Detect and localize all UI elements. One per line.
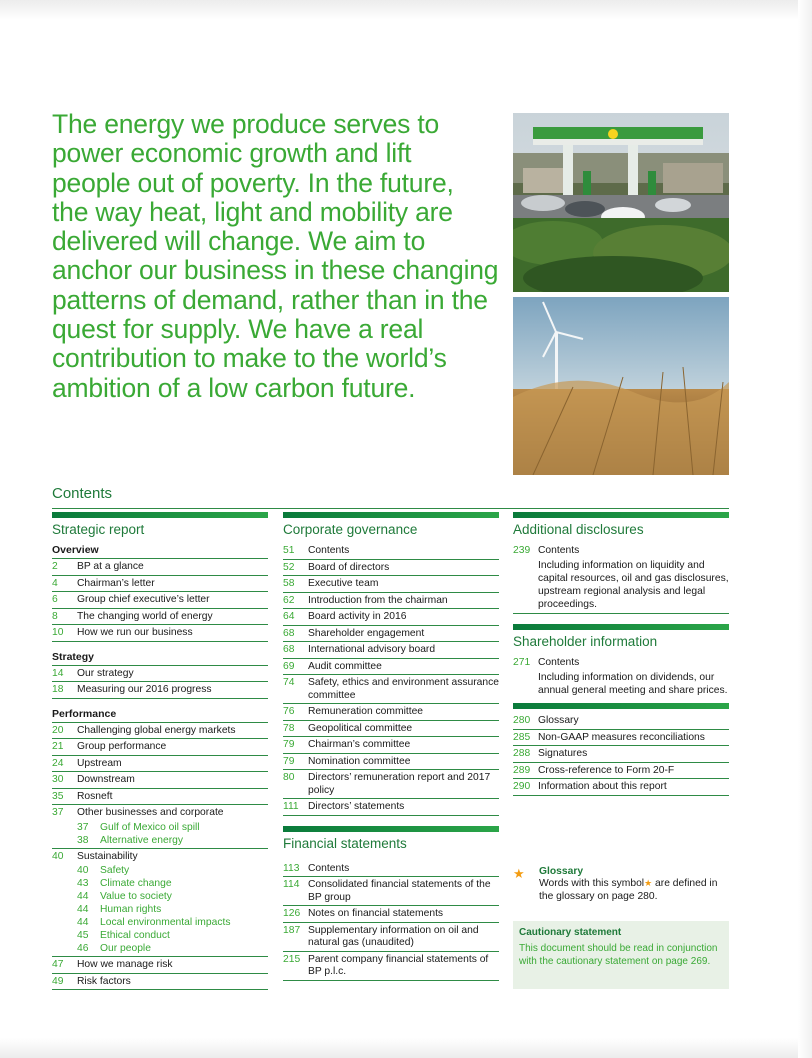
toc-row[interactable] — [283, 721, 499, 738]
toc-entry: The changing world of energy — [77, 610, 213, 622]
service-station-photo — [513, 113, 729, 292]
toc-row[interactable] — [52, 849, 268, 865]
toc-entry: BP at a glance — [77, 561, 144, 572]
toc-row[interactable] — [52, 789, 268, 806]
toc-row[interactable] — [52, 756, 268, 773]
section-description: Including information on liquidity and capital resources, oil and gas disclosures, upstream regional analysis and legal proceedings. — [513, 559, 729, 615]
page-number: 47 — [52, 959, 64, 970]
toc-entry: Directors’ remuneration report and 2017 policy — [308, 772, 491, 796]
toc-subitem[interactable] — [52, 834, 268, 849]
toc-entry: How we manage risk — [77, 959, 173, 970]
toc-row[interactable] — [52, 666, 268, 683]
toc-row[interactable] — [513, 543, 729, 559]
glossary-note — [513, 866, 729, 903]
page-number: 187 — [283, 924, 301, 936]
intro-line: ambition of a low carbon future. — [52, 372, 416, 403]
page-number: 80 — [283, 772, 295, 783]
intro-line: anchor our business in these changing — [52, 255, 499, 286]
cautionary-statement-box — [513, 921, 729, 989]
toc-entry: Our strategy — [77, 667, 134, 679]
toc-subentry: Human rights — [100, 904, 162, 915]
toc-row[interactable] — [283, 737, 499, 754]
star-icon: ★ — [513, 866, 525, 881]
page-number: 215 — [283, 953, 301, 965]
additional-disclosures-heading: Additional disclosures — [513, 522, 644, 537]
intro-line: The energy we produce serves to — [52, 109, 440, 139]
governance-column — [283, 512, 499, 981]
toc-entry: Remuneration committee — [308, 706, 424, 717]
toc-entry: Parent company financial statements of BP p.l.c. — [308, 953, 489, 977]
toc-entry: Executive team — [308, 578, 379, 589]
page-number: 79 — [283, 755, 295, 767]
toc-entry: Rosneft — [77, 790, 113, 802]
toc-entry: Contents — [538, 545, 580, 556]
page-number: 68 — [283, 644, 295, 655]
intro-line: patterns of demand, rather than in the — [52, 284, 488, 315]
toc-entry: Directors’ statements — [308, 801, 405, 812]
bottom-shade — [0, 1038, 812, 1058]
toc-subitem[interactable] — [52, 877, 268, 890]
toc-row[interactable] — [52, 576, 268, 593]
page-number: 289 — [513, 764, 531, 776]
toc-entry: Introduction from the chairman — [308, 594, 448, 606]
right-shade — [798, 0, 812, 1058]
page-number: 74 — [283, 677, 295, 688]
toc-entry: Challenging global energy markets — [77, 724, 236, 736]
toc-row[interactable] — [52, 957, 268, 974]
page-number: 37 — [77, 821, 89, 833]
toc-entry: Safety, ethics and environment assurance committee — [308, 677, 499, 701]
page-number: 58 — [283, 578, 295, 589]
toc-entry: Shareholder engagement — [308, 627, 425, 639]
page-number: 271 — [513, 657, 531, 669]
toc-row[interactable] — [283, 799, 499, 816]
toc-row[interactable] — [513, 746, 729, 763]
intro-line: power economic growth and lift — [52, 138, 412, 169]
page-number: 113 — [283, 862, 300, 874]
toc-row[interactable] — [283, 906, 499, 923]
toc-row[interactable] — [283, 704, 499, 721]
wind-turbine-photo — [513, 297, 729, 475]
intro-line: quest for supply. We have a real — [52, 314, 424, 345]
toc-entry: Measuring our 2016 progress — [77, 684, 212, 695]
toc-row[interactable] — [52, 682, 268, 699]
toc-row[interactable] — [52, 592, 268, 609]
glossary-text-start: Words with this symbol — [539, 878, 645, 889]
toc-entry: Board activity in 2016 — [308, 611, 407, 622]
page-number: 114 — [283, 879, 300, 890]
toc-subitem[interactable] — [52, 890, 268, 903]
additional-column — [513, 512, 729, 796]
page-number: 280 — [513, 715, 531, 727]
toc-entry: Sustainability — [77, 850, 138, 862]
toc-subentry: Our people — [100, 943, 151, 954]
glossary-text — [513, 877, 729, 903]
intro-line: the way heat, light and mobility are — [52, 196, 453, 227]
toc-row[interactable] — [513, 713, 729, 730]
toc-subentry: Gulf of Mexico oil spill — [100, 821, 200, 833]
toc-entry: Upstream — [77, 757, 122, 769]
page-number: 239 — [513, 545, 531, 556]
toc-entry: Contents — [308, 545, 350, 556]
strategic-report-column — [52, 512, 268, 990]
page-number: 79 — [283, 739, 295, 750]
toc-entry: Notes on financial statements — [308, 908, 444, 919]
toc-entry: International advisory board — [308, 644, 436, 655]
page-number: 14 — [52, 667, 64, 679]
toc-row[interactable] — [52, 625, 268, 642]
toc-row[interactable] — [52, 739, 268, 756]
glossary-text-end: are defined in the glossary on page 280. — [539, 878, 718, 902]
toc-subitem[interactable] — [52, 903, 268, 916]
toc-subitem[interactable] — [52, 821, 268, 834]
page-number: 20 — [52, 724, 64, 736]
page-number: 52 — [283, 561, 295, 573]
toc-subentry: Value to society — [100, 891, 172, 902]
page-number: 49 — [52, 975, 64, 987]
page-number: 40 — [77, 865, 89, 876]
page-number: 76 — [283, 706, 295, 717]
overview-heading: Overview — [52, 543, 268, 559]
toc-row[interactable] — [283, 675, 499, 704]
toc-entry: Glossary — [538, 715, 579, 727]
page-number: 78 — [283, 722, 295, 734]
page-number: 18 — [52, 684, 64, 695]
toc-subentry: Safety — [100, 865, 130, 876]
toc-entry: Audit committee — [308, 660, 382, 672]
page-number: 64 — [283, 611, 295, 622]
toc-entry: Other businesses and corporate — [77, 807, 224, 818]
section-bar — [283, 826, 499, 832]
toc-row[interactable] — [513, 655, 729, 671]
toc-row[interactable] — [513, 779, 729, 796]
page-number: 8 — [52, 610, 58, 622]
toc-row[interactable] — [52, 805, 268, 821]
section-bar — [513, 624, 729, 630]
financial-statements-heading: Financial statements — [283, 835, 407, 851]
intro-statement — [52, 110, 504, 403]
toc-subitem[interactable] — [52, 916, 268, 929]
page-number: 21 — [52, 741, 64, 752]
toc-row[interactable] — [52, 772, 268, 789]
section-bar — [283, 512, 499, 518]
corporate-governance-heading: Corporate governance — [283, 522, 418, 537]
page-number: 69 — [283, 660, 295, 672]
toc-entry: Cross-reference to Form 20-F — [538, 764, 675, 776]
section-bar — [52, 512, 268, 518]
page-number: 38 — [77, 834, 89, 846]
toc-entry: Contents — [538, 657, 580, 669]
toc-row[interactable] — [52, 723, 268, 740]
toc-entry: Consolidated financial statements of the BP group — [308, 879, 491, 903]
page-number: 68 — [283, 627, 295, 639]
toc-row[interactable] — [283, 861, 499, 878]
toc-row[interactable] — [52, 559, 268, 576]
page-number: 111 — [283, 801, 299, 812]
toc-subitem[interactable] — [52, 942, 268, 957]
section-description: Including information on dividends, our annual general meeting and share prices. — [538, 671, 728, 697]
page-number: 37 — [52, 807, 64, 818]
toc-row[interactable] — [283, 770, 499, 799]
page-number: 126 — [283, 908, 301, 919]
toc-row[interactable] — [52, 974, 268, 991]
toc-entry: Information about this report — [538, 781, 667, 793]
toc-entry: Signatures — [538, 748, 588, 760]
toc-row[interactable] — [513, 730, 729, 747]
page-number: 10 — [52, 627, 64, 638]
toc-subentry: Ethical conduct — [100, 930, 170, 941]
page-number: 46 — [77, 943, 89, 954]
toc-entry: Supplementary information on oil and natural gas (unaudited) — [308, 924, 479, 948]
cautionary-text: This document should be read in conjunction with the cautionary statement on page 269. — [519, 943, 718, 967]
page-number: 62 — [283, 594, 295, 606]
toc-subentry: Local environmental impacts — [100, 917, 231, 928]
page-number: 30 — [52, 774, 64, 785]
page-number: 4 — [52, 577, 58, 589]
page-number: 44 — [77, 904, 89, 915]
intro-line: delivered will change. We aim to — [52, 226, 426, 257]
toc-entry: Nomination committee — [308, 755, 411, 767]
toc-entry: Board of directors — [308, 561, 390, 573]
toc-row[interactable] — [283, 543, 499, 560]
shareholder-information-heading: Shareholder information — [513, 634, 658, 650]
toc-subentry: Alternative energy — [100, 834, 183, 846]
toc-row[interactable] — [283, 560, 499, 577]
performance-heading: Performance — [52, 707, 268, 723]
toc-row[interactable] — [52, 609, 268, 626]
page-number: 6 — [52, 594, 58, 605]
page-number: 51 — [283, 545, 295, 556]
section-bar — [513, 512, 729, 518]
glossary-title: Glossary — [539, 866, 584, 877]
toc-entry: Risk factors — [77, 975, 131, 987]
page-number: 24 — [52, 757, 64, 769]
page-number: 40 — [52, 850, 64, 862]
toc-row[interactable] — [283, 923, 499, 952]
toc-subentry: Climate change — [100, 878, 172, 889]
toc-entry: Group performance — [77, 741, 167, 752]
toc-row[interactable] — [283, 576, 499, 593]
toc-entry: Group chief executive’s letter — [77, 594, 210, 605]
toc-entry: Geopolitical committee — [308, 722, 413, 734]
toc-entry: Chairman’s committee — [308, 739, 411, 750]
page-number: 45 — [77, 930, 89, 941]
toc-row[interactable] — [513, 763, 729, 780]
page-number: 44 — [77, 917, 89, 928]
toc-row[interactable] — [283, 877, 499, 906]
cautionary-title: Cautionary statement — [519, 927, 622, 938]
page-number: 290 — [513, 781, 531, 793]
page-number: 35 — [52, 790, 64, 802]
toc-entry: Non-GAAP measures reconciliations — [538, 731, 705, 743]
toc-row[interactable] — [283, 609, 499, 626]
top-shade — [0, 0, 812, 20]
page-number: 43 — [77, 878, 89, 889]
intro-line: people out of poverty. In the future, — [52, 167, 454, 198]
strategic-report-heading: Strategic report — [52, 522, 145, 537]
page-number: 44 — [77, 891, 89, 902]
page-number: 2 — [52, 561, 58, 572]
toc-entry: Chairman’s letter — [77, 577, 155, 589]
toc-subitem[interactable] — [52, 864, 268, 877]
intro-line: contribution to make to the world’s — [52, 343, 447, 374]
toc-row[interactable] — [283, 754, 499, 771]
toc-entry: Contents — [308, 862, 350, 874]
toc-entry: How we run our business — [77, 627, 193, 638]
star-icon: ★ — [644, 878, 653, 888]
toc-row[interactable] — [283, 593, 499, 610]
toc-entry: Downstream — [77, 774, 135, 785]
contents-title: Contents — [52, 485, 113, 502]
page-number: 288 — [513, 748, 531, 760]
page-number: 285 — [513, 731, 531, 743]
toc-row[interactable] — [283, 626, 499, 643]
contents-divider — [52, 508, 729, 509]
toc-row[interactable] — [283, 659, 499, 676]
strategy-heading: Strategy — [52, 650, 268, 666]
toc-row[interactable] — [283, 642, 499, 659]
toc-subitem[interactable] — [52, 929, 268, 942]
toc-row[interactable] — [283, 952, 499, 981]
